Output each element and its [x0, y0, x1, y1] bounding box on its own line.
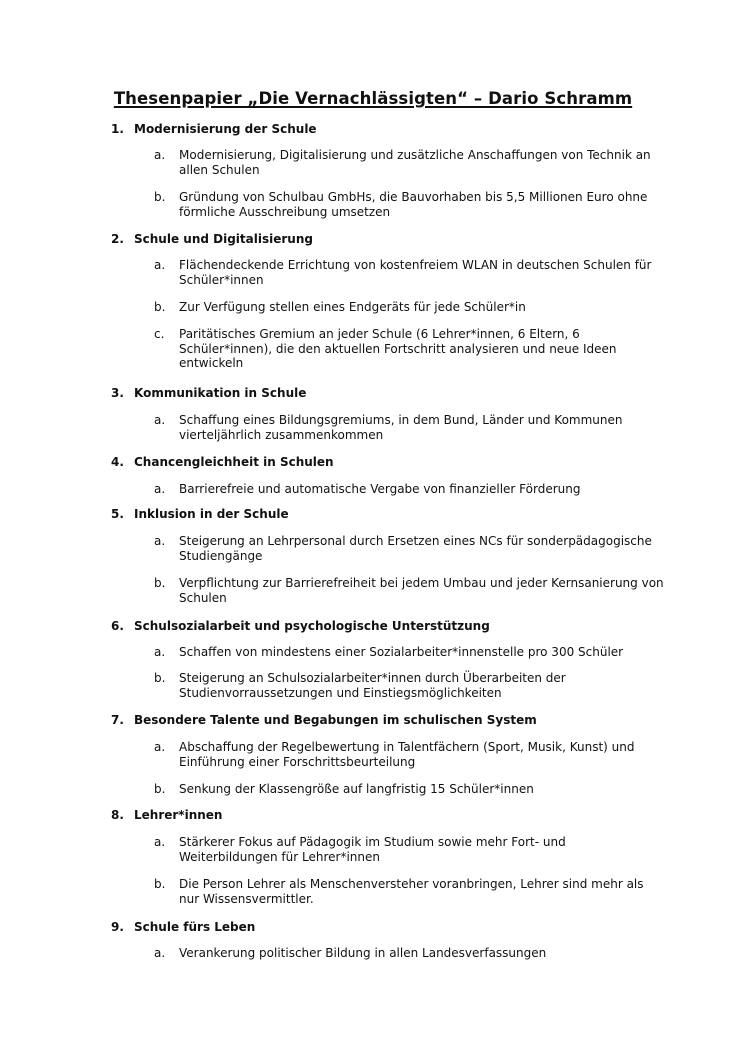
item-letter: b. — [154, 877, 166, 891]
section-number: 4. — [111, 455, 124, 469]
item-letter: a. — [154, 740, 166, 754]
section-title: Schulsozialarbeit und psychologische Unterstützung — [134, 619, 490, 633]
item-text: Senkung der Klassengröße auf langfristig 15 Schüler*innen — [179, 782, 534, 796]
item-letter: a. — [154, 413, 166, 427]
section-title: Kommunikation in Schule — [134, 386, 307, 400]
item-text: Paritätisches Gremium an jeder Schule (6 Lehrer*innen, 6 Eltern, 6 Schüler*innen), die den aktuellen Fortschritt analysieren und neue Ideen entwickeln — [179, 327, 617, 370]
item-text: Schaffung eines Bildungsgremiums, in dem Bund, Länder und Kommunen vierteljährlich zusammenkommen — [179, 413, 623, 442]
section-number: 5. — [111, 507, 124, 521]
item-text: Gründung von Schulbau GmbHs, die Bauvorhaben bis 5,5 Millionen Euro ohne förmliche Ausschreibung umsetzen — [179, 190, 648, 219]
section-number: 6. — [111, 619, 124, 633]
item-letter: b. — [154, 190, 166, 204]
item-letter: b. — [154, 300, 166, 314]
item-letter: a. — [154, 946, 166, 960]
section-title: Chancengleichheit in Schulen — [134, 455, 334, 469]
item-letter: a. — [154, 258, 166, 272]
item-letter: c. — [154, 327, 165, 341]
item-text: Verankerung politischer Bildung in allen Landesverfassungen — [179, 946, 547, 960]
section-title: Schule fürs Leben — [134, 920, 256, 934]
item-letter: a. — [154, 482, 166, 496]
item-letter: b. — [154, 671, 166, 685]
section-title: Modernisierung der Schule — [134, 122, 317, 136]
item-text: Steigerung an Lehrpersonal durch Ersetzen eines NCs für sonderpädagogische Studiengänge — [179, 534, 652, 563]
section-title: Lehrer*innen — [134, 808, 223, 822]
section-number: 9. — [111, 920, 124, 934]
item-letter: b. — [154, 782, 166, 796]
item-text: Flächendeckende Errichtung von kostenfreiem WLAN in deutschen Schulen für Schüler*innen — [179, 258, 652, 287]
section-title: Inklusion in der Schule — [134, 507, 289, 521]
item-letter: b. — [154, 576, 166, 590]
item-text: Steigerung an Schulsozialarbeiter*innen durch Überarbeiten der Studienvorraussetzungen und Einstiegsmöglichkeiten — [179, 671, 566, 700]
item-text: Die Person Lehrer als Menschenversteher voranbringen, Lehrer sind mehr als nur Wissensvermittler. — [179, 877, 644, 906]
item-text: Abschaffung der Regelbewertung in Talentfächern (Sport, Musik, Kunst) und Einführung einer Forschrittsbeurteilung — [179, 740, 635, 769]
item-text: Barrierefreie und automatische Vergabe von finanzieller Förderung — [179, 482, 581, 496]
document-title: Thesenpapier „Die Vernachlässigten“ – Dario Schramm — [113, 89, 633, 108]
item-text: Modernisierung, Digitalisierung und zusätzliche Anschaffungen von Technik an allen Schulen — [179, 148, 651, 177]
item-text: Stärkerer Fokus auf Pädagogik im Studium sowie mehr Fort- und Weiterbildungen für Lehrer*innen — [179, 835, 566, 864]
section-title: Schule und Digitalisierung — [134, 232, 313, 246]
item-letter: a. — [154, 534, 166, 548]
item-text: Schaffen von mindestens einer Sozialarbeiter*innenstelle pro 300 Schüler — [179, 645, 624, 659]
item-letter: a. — [154, 645, 166, 659]
section-number: 8. — [111, 808, 124, 822]
section-number: 2. — [111, 232, 124, 246]
item-letter: a. — [154, 835, 166, 849]
item-text: Zur Verfügung stellen eines Endgeräts für jede Schüler*in — [179, 300, 526, 314]
section-number: 1. — [111, 122, 124, 136]
section-title: Besondere Talente und Begabungen im schulischen System — [134, 713, 537, 727]
section-number: 7. — [111, 713, 124, 727]
item-text: Verpflichtung zur Barrierefreiheit bei jedem Umbau und jeder Kernsanierung von Schulen — [179, 576, 664, 605]
item-letter: a. — [154, 148, 166, 162]
section-number: 3. — [111, 386, 124, 400]
